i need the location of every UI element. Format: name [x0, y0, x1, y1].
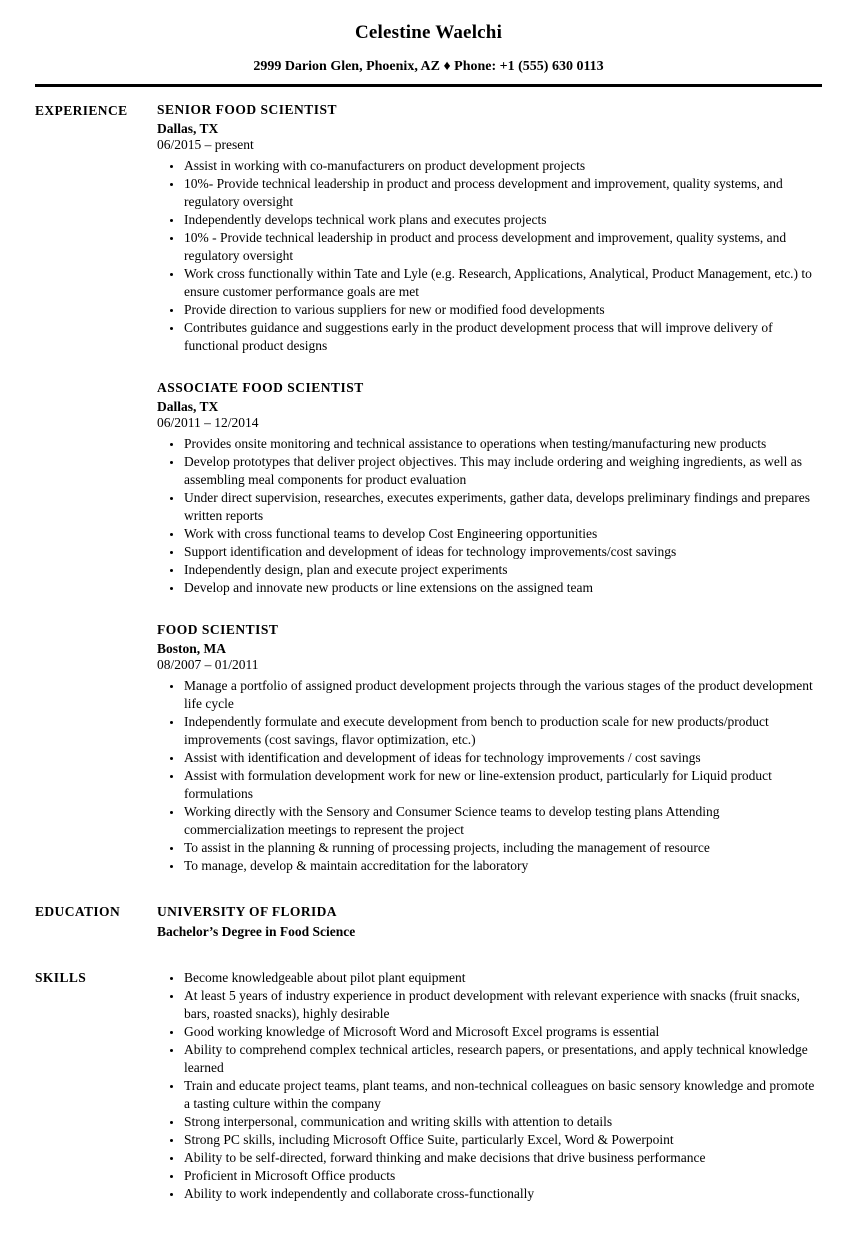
- education-school: UNIVERSITY OF FLORIDA: [157, 904, 337, 919]
- resume-body: [35, 102, 822, 1203]
- header-divider: [35, 84, 822, 87]
- section-label-skills: SKILLS: [35, 970, 87, 985]
- education-section: [35, 903, 822, 941]
- bullet-item: • Assist in working with co-manufacturers on product development projects: [183, 157, 822, 175]
- bullet-item: • Ability to work independently and collaborate cross-functionally: [183, 1185, 822, 1203]
- bullet-item: • 10% - Provide technical leadership in product and process development and improvement, quality systems, and regulatory oversight: [183, 229, 822, 265]
- job-location: Dallas, TX: [157, 121, 219, 136]
- bullet-item: • Strong interpersonal, communication and writing skills with attention to details: [183, 1113, 822, 1131]
- resume-header: [35, 22, 822, 87]
- job-bullet-list: [157, 435, 822, 597]
- bullet-item: • Develop prototypes that deliver project objectives. This may include ordering and weighing ingredients, as well as assembling meal components for product evaluation: [183, 453, 822, 489]
- bullet-item: • Under direct supervision, researches, executes experiments, gather data, develops preliminary findings and prepares written reports: [183, 489, 822, 525]
- bullet-item: • Work with cross functional teams to develop Cost Engineering opportunities: [183, 525, 822, 543]
- skills-section: [35, 969, 822, 1203]
- bullet-item: • Strong PC skills, including Microsoft Office Suite, particularly Excel, Word & Powerpoint: [183, 1131, 822, 1149]
- bullet-item: • Good working knowledge of Microsoft Word and Microsoft Excel programs is essential: [183, 1023, 822, 1041]
- bullet-item: • Ability to comprehend complex technical articles, research papers, or presentations, and apply technical knowledge learned: [183, 1041, 822, 1077]
- bullet-item: • Develop and innovate new products or line extensions on the assigned team: [183, 579, 822, 597]
- bullet-item: • Train and educate project teams, plant teams, and non-technical colleagues on basic sensory knowledge and promote a tasting culture within the company: [183, 1077, 822, 1113]
- education-degree: Bachelor’s Degree in Food Science: [157, 924, 356, 939]
- bullet-item: • Assist with identification and development of ideas for technology improvements / cost savings: [183, 749, 822, 767]
- skills-bullet-list: [157, 969, 822, 1203]
- job-entry-food-scientist: [157, 622, 822, 875]
- job-dates: 06/2011 – 12/2014: [157, 415, 259, 430]
- bullet-item: • Support identification and development of ideas for technology improvements/cost savings: [183, 543, 822, 561]
- section-label-education: EDUCATION: [35, 904, 121, 919]
- bullet-item: • Independently formulate and execute development from bench to production scale for new products/product improvements (cost savings, flavor optimization, etc.): [183, 713, 822, 749]
- experience-section: [35, 102, 822, 875]
- job-title: ASSOCIATE FOOD SCIENTIST: [157, 380, 364, 395]
- bullet-item: • Proficient in Microsoft Office products: [183, 1167, 822, 1185]
- bullet-item: • Manage a portfolio of assigned product development projects through the various stages of the product development life cycle: [183, 677, 822, 713]
- job-entry-senior-food-scientist: [157, 102, 822, 355]
- bullet-item: • Become knowledgeable about pilot plant equipment: [183, 969, 822, 987]
- job-bullet-list: [157, 157, 822, 355]
- job-location: Dallas, TX: [157, 399, 219, 414]
- bullet-item: • Provide direction to various suppliers for new or modified food developments: [183, 301, 822, 319]
- skills-content: [157, 969, 822, 1203]
- job-title: SENIOR FOOD SCIENTIST: [157, 102, 338, 117]
- bullet-item: • Assist with formulation development work for new or line-extension product, particularly for Liquid product formulations: [183, 767, 822, 803]
- bullet-item: • Provides onsite monitoring and technical assistance to operations when testing/manufacturing new products: [183, 435, 822, 453]
- experience-content: [157, 102, 822, 875]
- job-title: FOOD SCIENTIST: [157, 622, 279, 637]
- bullet-item: • Independently develops technical work plans and executes projects: [183, 211, 822, 229]
- job-bullet-list: [157, 677, 822, 875]
- job-entry-associate-food-scientist: [157, 380, 822, 597]
- bullet-item: • To assist in the planning & running of processing projects, including the management of resource: [183, 839, 822, 857]
- bullet-item: • Contributes guidance and suggestions early in the product development process that will improve delivery of functional product designs: [183, 319, 822, 355]
- bullet-item: • Working directly with the Sensory and Consumer Science teams to develop testing plans Attending commercialization meetings to represent the project: [183, 803, 822, 839]
- job-location: Boston, MA: [157, 641, 227, 656]
- bullet-item: • To manage, develop & maintain accreditation for the laboratory: [183, 857, 822, 875]
- bullet-item: • Ability to be self-directed, forward thinking and make decisions that drive business performance: [183, 1149, 822, 1167]
- section-label-experience: EXPERIENCE: [35, 103, 128, 118]
- bullet-item: • 10%- Provide technical leadership in product and process development and improvement, quality systems, and regulatory oversight: [183, 175, 822, 211]
- education-content: [157, 903, 822, 941]
- bullet-item: • Work cross functionally within Tate and Lyle (e.g. Research, Applications, Analytical, Product Management, etc.) to ensure customer performance goals are met: [183, 265, 822, 301]
- bullet-item: • At least 5 years of industry experience in product development with relevant experience with snacks (fruit snacks, bars, roasted snacks), highly desirable: [183, 987, 822, 1023]
- contact-line: 2999 Darion Glen, Phoenix, AZ ♦ Phone: +1 (555) 630 0113: [253, 59, 604, 74]
- job-dates: 08/2007 – 01/2011: [157, 657, 259, 672]
- job-dates: 06/2015 – present: [157, 137, 254, 152]
- bullet-item: • Independently design, plan and execute project experiments: [183, 561, 822, 579]
- person-name: Celestine Waelchi: [354, 22, 503, 43]
